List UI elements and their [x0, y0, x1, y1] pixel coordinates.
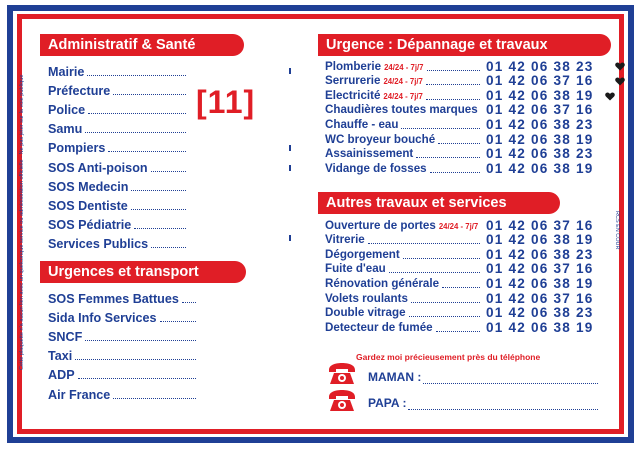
service-name: Serrurerie	[325, 74, 381, 88]
service-label	[325, 103, 478, 116]
service-label	[325, 118, 398, 131]
service-label	[325, 133, 435, 146]
dot-leader	[430, 171, 480, 173]
dot-leader	[131, 208, 186, 210]
dot-leader	[131, 189, 186, 191]
service-label	[325, 219, 478, 232]
service-name: Vidange de fosses	[325, 161, 427, 175]
list-item	[48, 136, 186, 155]
phone-number[interactable]: 01 42 06 37 16	[486, 73, 594, 89]
maman-label: MAMAN :	[368, 370, 422, 384]
item-label: Taxi	[48, 349, 73, 364]
dot-leader	[368, 242, 480, 244]
item-label: Préfecture	[48, 84, 111, 99]
transport-list	[48, 287, 196, 402]
keep-note: Gardez moi précieusement près du téléphone	[356, 352, 541, 362]
dot-leader	[438, 142, 480, 144]
dot-leader	[426, 98, 480, 100]
dot-leader	[88, 112, 186, 114]
dot-leader	[151, 246, 186, 248]
service-name: Ouverture de portes	[325, 218, 436, 232]
dot-leader	[411, 301, 480, 303]
service-name: Plomberie	[325, 59, 382, 73]
list-item	[48, 325, 196, 344]
dot-leader	[389, 271, 480, 273]
phone-number[interactable]: 01 42 06 38 23	[486, 146, 594, 162]
phone-number[interactable]: 01 42 06 38 23	[486, 246, 594, 262]
dot-leader	[160, 320, 196, 322]
list-item	[48, 382, 196, 401]
service-label	[325, 74, 423, 87]
tick-mark	[289, 165, 291, 171]
service-name: Fuite d'eau	[325, 262, 386, 276]
list-item	[48, 117, 186, 136]
dot-leader	[426, 83, 480, 85]
service-label	[325, 89, 423, 102]
item-label: SOS Femmes Battues	[48, 292, 179, 307]
telephone-icon	[327, 362, 357, 386]
dot-leader	[108, 150, 186, 152]
admin-list	[48, 60, 186, 251]
transport-section-title: Urgences et transport	[40, 261, 246, 283]
phone-number[interactable]: 01 42 06 38 19	[486, 275, 594, 291]
service-label	[325, 248, 400, 261]
tick-mark	[289, 145, 291, 151]
disclaimer-text: Cette plaquette n'a aucun lien avec un quelconque service ou administration officielle - Ne pas jeter sur la voie publique	[19, 74, 25, 370]
item-label: SOS Dentiste	[48, 198, 128, 213]
list-item	[48, 155, 186, 174]
dot-leader	[113, 93, 186, 95]
item-label: Mairie	[48, 65, 85, 80]
dot-leader	[401, 127, 480, 129]
page-code: [11]	[196, 84, 256, 120]
maman-line[interactable]	[423, 382, 598, 384]
list-item	[48, 232, 186, 251]
list-item	[48, 213, 186, 232]
item-label: SNCF	[48, 330, 83, 345]
dot-leader	[85, 339, 196, 341]
item-label: Pompiers	[48, 141, 106, 156]
dot-leader	[113, 397, 196, 399]
dot-leader	[151, 170, 186, 172]
papa-label: PAPA :	[368, 396, 407, 410]
service-name: WC broyeur bouché	[325, 132, 436, 146]
phone-number[interactable]: 01 42 06 38 19	[486, 87, 594, 103]
dot-leader	[442, 286, 480, 288]
item-label: Sida Info Services	[48, 311, 157, 326]
list-item	[48, 363, 196, 382]
item-label: Police	[48, 103, 86, 118]
item-label: Services Publics	[48, 236, 149, 251]
autres-section-title: Autres travaux et services	[318, 192, 560, 214]
list-item	[48, 79, 186, 98]
item-label: Air France	[48, 387, 111, 402]
service-name: Vitrerie	[325, 233, 365, 247]
phone-number[interactable]: 01 42 06 37 16	[486, 290, 594, 306]
service-label	[325, 147, 413, 160]
dot-leader	[416, 156, 480, 158]
availability-note: 24/24 - 7j/7	[383, 91, 423, 101]
dot-leader	[427, 69, 480, 71]
service-name: Assainissement	[325, 147, 414, 161]
phone-number[interactable]: 01 42 06 37 16	[486, 102, 594, 118]
dot-leader	[409, 315, 480, 317]
service-label	[325, 162, 427, 175]
dot-leader	[85, 131, 186, 133]
rcs-text: RCS EN COUR	[614, 211, 620, 250]
phone-number[interactable]: 01 42 06 37 16	[486, 217, 594, 233]
list-item	[48, 175, 186, 194]
dot-leader	[75, 358, 196, 360]
item-label: SOS Medecin	[48, 179, 129, 194]
service-name: Double vitrage	[325, 306, 406, 320]
service-label	[325, 321, 433, 334]
availability-note: 24/24 - 7j/7	[384, 62, 424, 72]
dot-leader	[403, 257, 480, 259]
phone-number[interactable]: 01 42 06 38 19	[486, 232, 594, 248]
list-item	[48, 194, 186, 213]
dot-leader	[87, 74, 186, 76]
heart-icon	[615, 77, 625, 86]
heart-icon	[605, 92, 615, 101]
service-label	[325, 277, 439, 290]
service-label	[325, 233, 365, 246]
service-name: Chaudières toutes marques	[325, 103, 478, 117]
tick-mark	[289, 235, 291, 241]
item-label: SOS Pédiatrie	[48, 217, 132, 232]
phone-number[interactable]: 01 42 06 38 23	[486, 116, 594, 132]
availability-note: 24/24 - 7j/7	[383, 77, 423, 87]
service-name: Chauffe - eau	[325, 117, 399, 131]
service-label	[325, 60, 424, 73]
phone-number[interactable]: 01 42 06 38 23	[486, 305, 594, 321]
item-label: ADP	[48, 368, 75, 383]
list-item	[48, 287, 196, 306]
admin-section-title: Administratif & Santé	[40, 34, 244, 56]
dot-leader	[182, 301, 196, 303]
service-name: Dégorgement	[325, 247, 400, 261]
dot-leader	[436, 330, 480, 332]
service-name: Rénovation générale	[325, 276, 440, 290]
availability-note: 24/24 - 7j/7	[438, 221, 479, 231]
urgence-section-title: Urgence : Dépannage et travaux	[318, 34, 611, 56]
service-name: Electricité	[325, 88, 381, 102]
phone-number[interactable]: 01 42 06 38 19	[486, 319, 594, 335]
list-item	[48, 60, 186, 79]
list-item	[48, 98, 186, 117]
papa-line[interactable]	[408, 408, 598, 410]
phone-number[interactable]: 01 42 06 37 16	[486, 261, 594, 277]
service-label	[325, 262, 386, 275]
service-name: Detecteur de fumée	[325, 320, 433, 334]
service-label	[325, 292, 408, 305]
item-label: Samu	[48, 122, 83, 137]
item-label: SOS Anti-poison	[48, 160, 148, 175]
list-item	[48, 344, 196, 363]
service-name: Volets roulants	[325, 291, 408, 305]
phone-number[interactable]: 01 42 06 38 23	[486, 58, 594, 74]
service-label	[325, 306, 406, 319]
telephone-icon	[327, 389, 357, 413]
heart-icon	[615, 62, 625, 71]
phone-number[interactable]: 01 42 06 38 19	[486, 160, 594, 176]
tick-mark	[289, 68, 291, 74]
dot-leader	[134, 227, 186, 229]
list-item	[48, 306, 196, 325]
dot-leader	[78, 377, 196, 379]
phone-number[interactable]: 01 42 06 38 19	[486, 131, 594, 147]
